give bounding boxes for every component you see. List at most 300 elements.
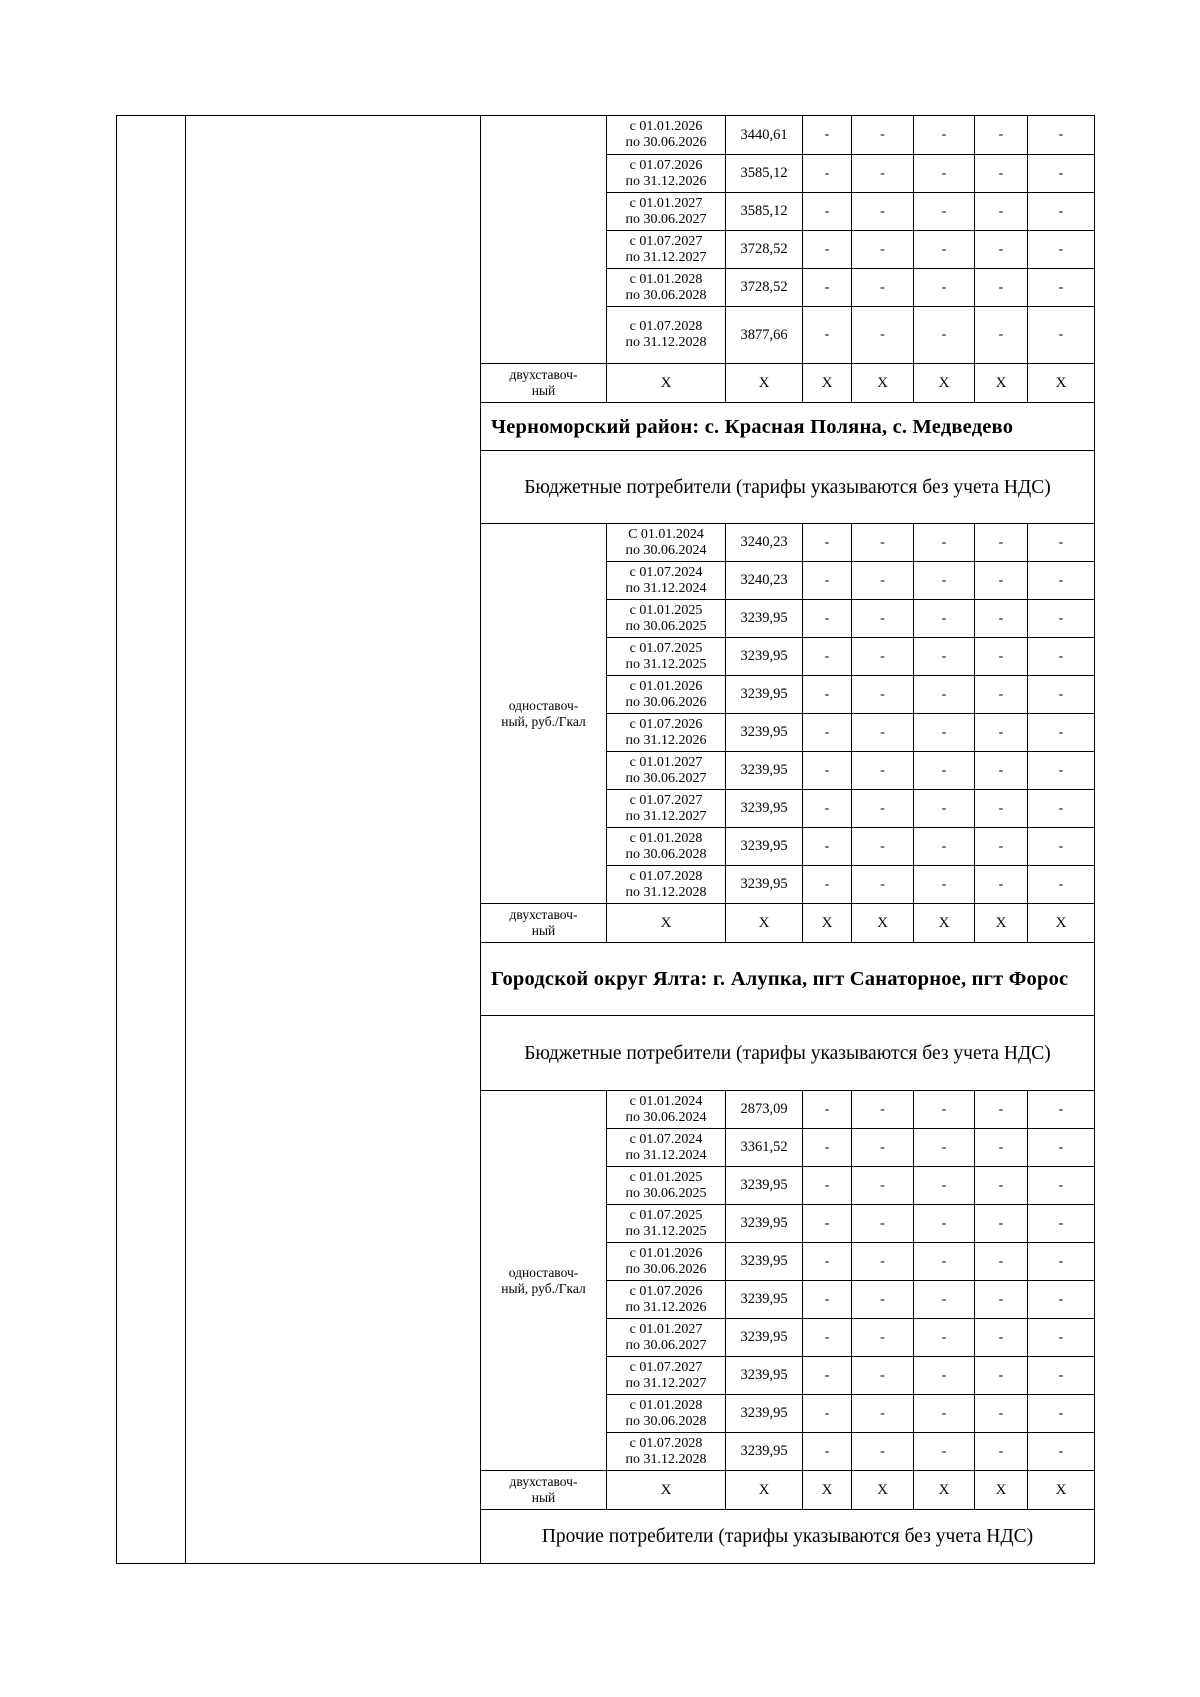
- tariff-table: [116, 115, 1095, 1564]
- empty-value-cell-text: -: [941, 1329, 947, 1345]
- empty-value-cell-text: -: [824, 648, 830, 664]
- one-part-label: [481, 524, 607, 904]
- tariff-value-cell-text: 3239,95: [740, 800, 788, 816]
- empty-value-cell: [914, 1205, 975, 1243]
- empty-value-cell-text: -: [998, 762, 1004, 778]
- empty-value-cell-text: -: [998, 876, 1004, 892]
- tariff-table-body: [117, 116, 1095, 1564]
- tariff-value-cell-text: 3239,95: [740, 1405, 788, 1421]
- empty-value-cell: [852, 1319, 914, 1357]
- empty-value-cell-text: -: [880, 1367, 885, 1383]
- empty-value-cell: [975, 155, 1028, 193]
- empty-value-cell: [914, 155, 975, 193]
- empty-value-cell-text: -: [824, 686, 830, 702]
- empty-value-cell: [914, 1357, 975, 1395]
- empty-value-cell-text: -: [824, 724, 830, 740]
- period-cell: [607, 524, 726, 562]
- period-cell: [607, 1243, 726, 1281]
- period-cell: [607, 1281, 726, 1319]
- period-cell: [607, 1433, 726, 1471]
- tariff-value-cell: [726, 1357, 803, 1395]
- empty-value-cell: [914, 1243, 975, 1281]
- empty-value-cell-text: -: [824, 1329, 830, 1345]
- empty-value-cell: [914, 1319, 975, 1357]
- tariff-value-cell-text: 3239,95: [740, 1253, 788, 1269]
- period-cell: [607, 1319, 726, 1357]
- empty-value-cell: [852, 1281, 914, 1319]
- empty-value-cell: [1028, 524, 1095, 562]
- empty-value-cell: [852, 1167, 914, 1205]
- tariff-value-cell: [726, 155, 803, 193]
- region-heading-text: Городской округ Ялта: г. Алупка, пгт Санаторное, пгт Форос: [491, 968, 1069, 990]
- empty-value-cell-text: -: [880, 534, 885, 550]
- empty-value-cell-text: -: [998, 1329, 1004, 1345]
- not-applicable-cell-text: Х: [938, 374, 950, 391]
- tariff-value-cell-text: 3239,95: [740, 1291, 788, 1307]
- tariff-value-cell: [726, 1243, 803, 1281]
- empty-value-cell-text: -: [880, 1139, 885, 1155]
- empty-value-cell-text: -: [941, 686, 947, 702]
- empty-value-cell: [803, 866, 852, 904]
- period-cell-from: с 01.01.2027: [629, 195, 703, 211]
- tariff-value-cell-text: 3585,12: [740, 203, 788, 219]
- two-part-label-text: двухставоч- ный: [509, 907, 578, 938]
- period-cell-to: по 30.06.2026: [625, 1261, 707, 1277]
- empty-value-cell-text: -: [1058, 610, 1064, 626]
- empty-value-cell: [914, 1433, 975, 1471]
- empty-value-cell: [1028, 1167, 1095, 1205]
- empty-value-cell: [803, 1243, 852, 1281]
- empty-value-cell: [852, 1243, 914, 1281]
- empty-value-cell: [914, 231, 975, 269]
- empty-value-cell: [1028, 790, 1095, 828]
- empty-value-cell-text: -: [998, 279, 1004, 295]
- period-cell-to: по 30.06.2024: [625, 542, 707, 558]
- empty-value-cell: [975, 1091, 1028, 1129]
- period-cell-from: с 01.07.2028: [629, 868, 703, 884]
- empty-value-cell: [914, 116, 975, 155]
- not-applicable-cell-text: Х: [660, 914, 672, 931]
- not-applicable-cell: [852, 904, 914, 943]
- empty-value-cell-text: -: [824, 327, 830, 342]
- empty-value-cell: [803, 1091, 852, 1129]
- empty-value-cell: [852, 269, 914, 307]
- empty-value-cell-text: -: [824, 572, 830, 588]
- period-cell-from: с 01.01.2026: [629, 678, 703, 694]
- empty-value-cell: [803, 600, 852, 638]
- empty-value-cell: [975, 866, 1028, 904]
- period-cell: [607, 676, 726, 714]
- tariff-value-cell-text: 3239,95: [740, 1177, 788, 1193]
- not-applicable-cell: [1028, 364, 1095, 403]
- empty-value-cell: [852, 1091, 914, 1129]
- empty-value-cell-text: -: [1058, 1291, 1064, 1307]
- empty-value-cell: [914, 1129, 975, 1167]
- empty-value-cell: [975, 1319, 1028, 1357]
- empty-value-cell-text: -: [1058, 1329, 1064, 1345]
- empty-value-cell-text: -: [880, 1101, 885, 1117]
- empty-value-cell: [975, 231, 1028, 269]
- tariff-value-cell-text: 3239,95: [740, 838, 788, 854]
- period-cell-from: с 01.01.2025: [629, 1169, 703, 1185]
- period-cell: [607, 1091, 726, 1129]
- two-part-label-text: двухставоч- ный: [509, 367, 578, 398]
- empty-value-cell-text: -: [880, 1405, 885, 1421]
- tariff-value-cell-text: 3239,95: [740, 1367, 788, 1383]
- tariff-value-cell-text: 3240,23: [740, 534, 788, 550]
- empty-value-cell-text: -: [941, 762, 947, 778]
- not-applicable-cell: [914, 1471, 975, 1510]
- empty-value-cell: [914, 269, 975, 307]
- empty-value-cell-text: -: [1058, 762, 1064, 778]
- empty-value-cell-text: -: [824, 1367, 830, 1383]
- empty-value-cell-text: -: [941, 1139, 947, 1155]
- consumer-group-heading: [481, 1016, 1095, 1091]
- empty-value-cell: [852, 676, 914, 714]
- not-applicable-cell-text: Х: [821, 914, 833, 931]
- period-cell-from: с 01.07.2024: [629, 564, 703, 580]
- tariff-value-cell: [726, 1319, 803, 1357]
- empty-value-cell: [1028, 1319, 1095, 1357]
- tariff-value-cell: [726, 1433, 803, 1471]
- empty-value-cell: [803, 1281, 852, 1319]
- empty-value-cell-text: -: [1058, 876, 1064, 892]
- empty-value-cell: [852, 155, 914, 193]
- empty-value-cell: [1028, 828, 1095, 866]
- empty-value-cell: [975, 524, 1028, 562]
- empty-value-cell-text: -: [998, 241, 1004, 257]
- empty-value-cell: [852, 1433, 914, 1471]
- empty-value-cell: [803, 155, 852, 193]
- empty-value-cell-text: -: [941, 1101, 947, 1117]
- tariff-value-cell: [726, 193, 803, 231]
- empty-value-cell-text: -: [1058, 165, 1064, 181]
- empty-value-cell-text: -: [941, 724, 947, 740]
- not-applicable-cell-text: Х: [1055, 374, 1067, 391]
- period-cell: [607, 562, 726, 600]
- period-cell-from: с 01.07.2028: [629, 1435, 703, 1451]
- empty-value-cell: [975, 1243, 1028, 1281]
- empty-value-cell: [803, 828, 852, 866]
- empty-value-cell: [852, 714, 914, 752]
- empty-value-cell: [975, 269, 1028, 307]
- empty-value-cell-text: -: [824, 165, 830, 181]
- empty-value-cell-text: -: [880, 1443, 885, 1459]
- not-applicable-cell: [607, 364, 726, 403]
- empty-value-cell: [975, 714, 1028, 752]
- empty-value-cell: [975, 600, 1028, 638]
- tariff-type-cell: [481, 116, 607, 364]
- tariff-value-cell-text: 3728,52: [740, 241, 788, 257]
- tariff-value-cell: [726, 231, 803, 269]
- not-applicable-cell: [1028, 1471, 1095, 1510]
- empty-value-cell: [852, 1129, 914, 1167]
- period-cell-to: по 31.12.2028: [625, 884, 707, 900]
- empty-value-cell: [914, 790, 975, 828]
- period-cell-to: по 30.06.2028: [625, 287, 707, 303]
- empty-value-cell: [803, 1357, 852, 1395]
- empty-value-cell: [803, 1319, 852, 1357]
- empty-value-cell: [803, 1433, 852, 1471]
- empty-value-cell-text: -: [998, 327, 1004, 342]
- not-applicable-cell-text: Х: [1055, 914, 1067, 931]
- period-cell: [607, 1357, 726, 1395]
- period-cell-from: с 01.01.2026: [629, 119, 703, 134]
- period-cell-from: с 01.07.2024: [629, 1131, 703, 1147]
- empty-value-cell: [852, 1395, 914, 1433]
- period-cell: [607, 1205, 726, 1243]
- empty-value-cell: [1028, 155, 1095, 193]
- empty-value-cell-text: -: [824, 1443, 830, 1459]
- tariff-value-cell-text: 3239,95: [740, 876, 788, 892]
- empty-value-cell: [1028, 307, 1095, 364]
- empty-value-cell-text: -: [998, 800, 1004, 816]
- empty-value-cell: [975, 1357, 1028, 1395]
- consumer-group-heading-text: Бюджетные потребители (тарифы указываются без учета НДС): [524, 1042, 1051, 1064]
- empty-value-cell: [1028, 1129, 1095, 1167]
- period-cell-to: по 31.12.2028: [625, 335, 707, 350]
- empty-value-cell-text: -: [941, 1367, 947, 1383]
- period-cell-to: по 30.06.2025: [625, 1185, 707, 1201]
- not-applicable-cell: [803, 1471, 852, 1510]
- empty-value-cell: [803, 307, 852, 364]
- empty-value-cell: [803, 269, 852, 307]
- empty-value-cell: [852, 752, 914, 790]
- empty-value-cell: [1028, 752, 1095, 790]
- empty-value-cell-text: -: [941, 1291, 947, 1307]
- tariff-value-cell-text: 3877,66: [740, 326, 788, 343]
- empty-value-cell-text: -: [998, 1177, 1004, 1193]
- empty-value-cell-text: -: [824, 1101, 830, 1117]
- period-cell: [607, 1167, 726, 1205]
- empty-value-cell-text: -: [1058, 838, 1064, 854]
- tariff-value-cell-text: 3361,52: [740, 1139, 788, 1155]
- empty-value-cell-text: -: [880, 1253, 885, 1269]
- period-cell-from: с 01.07.2026: [629, 716, 703, 732]
- empty-value-cell: [803, 231, 852, 269]
- tariff-value-cell-text: 3239,95: [740, 724, 788, 740]
- two-part-label-text: двухставоч- ный: [509, 1474, 578, 1505]
- empty-value-cell-text: -: [998, 1405, 1004, 1421]
- empty-value-cell-text: -: [941, 838, 947, 854]
- period-cell-from: с 01.07.2027: [629, 233, 703, 249]
- empty-value-cell-text: -: [880, 610, 885, 626]
- empty-value-cell-text: -: [880, 800, 885, 816]
- empty-value-cell: [1028, 1243, 1095, 1281]
- period-cell: [607, 231, 726, 269]
- empty-value-cell: [975, 307, 1028, 364]
- empty-value-cell: [803, 638, 852, 676]
- tariff-value-cell: [726, 1129, 803, 1167]
- period-cell: [607, 116, 726, 155]
- period-cell: [607, 714, 726, 752]
- empty-value-cell-text: -: [1058, 241, 1064, 257]
- period-cell: [607, 193, 726, 231]
- not-applicable-cell-text: Х: [758, 1481, 770, 1498]
- empty-value-cell-text: -: [941, 1443, 947, 1459]
- not-applicable-cell-text: Х: [995, 374, 1007, 391]
- tariff-value-cell-text: 3239,95: [740, 1215, 788, 1231]
- empty-value-cell: [1028, 638, 1095, 676]
- empty-value-cell-text: -: [1058, 1367, 1064, 1383]
- empty-value-cell-text: -: [880, 1177, 885, 1193]
- empty-value-cell-text: -: [998, 1101, 1004, 1117]
- empty-value-cell-text: -: [880, 203, 885, 219]
- not-applicable-cell-text: Х: [938, 1481, 950, 1498]
- empty-value-cell-text: -: [998, 724, 1004, 740]
- two-part-label: [481, 904, 607, 943]
- empty-value-cell-text: -: [824, 800, 830, 816]
- empty-value-cell-text: -: [998, 1139, 1004, 1155]
- empty-value-cell-text: -: [1058, 686, 1064, 702]
- tariff-value-cell: [726, 790, 803, 828]
- tariff-value-cell-text: 3239,95: [740, 610, 788, 626]
- tariff-value-cell: [726, 714, 803, 752]
- period-cell-to: по 31.12.2027: [625, 808, 707, 824]
- not-applicable-cell-text: Х: [821, 1481, 833, 1498]
- empty-value-cell-text: -: [824, 241, 830, 257]
- empty-value-cell-text: -: [998, 1215, 1004, 1231]
- period-cell-to: по 30.06.2027: [625, 1337, 707, 1353]
- empty-value-cell: [914, 752, 975, 790]
- empty-value-cell-text: -: [824, 279, 830, 295]
- empty-value-cell: [803, 1129, 852, 1167]
- empty-value-cell: [975, 638, 1028, 676]
- not-applicable-cell-text: Х: [877, 374, 888, 391]
- not-applicable-cell: [975, 1471, 1028, 1510]
- empty-value-cell-text: -: [824, 1405, 830, 1421]
- empty-value-cell: [914, 1167, 975, 1205]
- empty-value-cell: [852, 524, 914, 562]
- tariff-value-cell-text: 2873,09: [740, 1101, 788, 1117]
- empty-value-cell: [914, 866, 975, 904]
- period-cell-to: по 31.12.2027: [625, 249, 707, 265]
- empty-value-cell: [852, 193, 914, 231]
- one-part-label-text: одноставоч- ный, руб./Гкал: [501, 697, 586, 729]
- empty-value-cell-text: -: [998, 648, 1004, 664]
- empty-value-cell: [975, 790, 1028, 828]
- period-cell: [607, 638, 726, 676]
- period-cell-from: с 01.07.2025: [629, 1207, 703, 1223]
- empty-value-cell: [803, 524, 852, 562]
- empty-value-cell: [1028, 1205, 1095, 1243]
- period-cell: [607, 752, 726, 790]
- empty-value-cell-text: -: [1058, 1215, 1064, 1231]
- empty-value-cell: [914, 1395, 975, 1433]
- empty-value-cell-text: -: [998, 127, 1004, 142]
- period-cell: [607, 828, 726, 866]
- empty-value-cell-text: -: [880, 686, 885, 702]
- empty-value-cell: [852, 828, 914, 866]
- empty-value-cell-text: -: [1058, 203, 1064, 219]
- empty-value-cell: [803, 1167, 852, 1205]
- empty-value-cell-text: -: [1058, 724, 1064, 740]
- period-cell-from: с 01.01.2027: [629, 754, 703, 770]
- not-applicable-cell: [914, 364, 975, 403]
- period-cell: [607, 1129, 726, 1167]
- period-cell-from: с 01.07.2028: [629, 319, 703, 334]
- organization-column-cell: [186, 116, 481, 1564]
- empty-value-cell-text: -: [941, 876, 947, 892]
- period-cell-to: по 31.12.2026: [625, 1299, 707, 1315]
- empty-value-cell-text: -: [941, 327, 947, 342]
- empty-value-cell-text: -: [824, 762, 830, 778]
- empty-value-cell: [1028, 1395, 1095, 1433]
- empty-value-cell-text: -: [824, 203, 830, 219]
- not-applicable-cell: [803, 904, 852, 943]
- not-applicable-cell: [726, 904, 803, 943]
- empty-value-cell: [852, 600, 914, 638]
- not-applicable-cell-text: Х: [660, 374, 672, 391]
- tariff-value-cell: [726, 1167, 803, 1205]
- empty-value-cell-text: -: [1058, 1101, 1064, 1117]
- empty-value-cell-text: -: [998, 686, 1004, 702]
- empty-value-cell: [914, 524, 975, 562]
- tariff-value-cell: [726, 866, 803, 904]
- empty-value-cell-text: -: [824, 876, 830, 892]
- empty-value-cell-text: -: [1058, 534, 1064, 550]
- empty-value-cell: [1028, 269, 1095, 307]
- empty-value-cell-text: -: [998, 1291, 1004, 1307]
- empty-value-cell: [803, 714, 852, 752]
- empty-value-cell: [975, 1433, 1028, 1471]
- empty-value-cell-text: -: [1058, 1139, 1064, 1155]
- period-cell-to: по 31.12.2025: [625, 1223, 707, 1239]
- other-consumers-heading-text: Прочие потребители (тарифы указываются без учета НДС): [541, 1526, 1034, 1547]
- period-cell-to: по 30.06.2026: [625, 694, 707, 710]
- empty-value-cell: [914, 562, 975, 600]
- number-column-cell: [117, 116, 186, 1564]
- empty-value-cell-text: -: [941, 648, 947, 664]
- empty-value-cell-text: -: [941, 534, 947, 550]
- tariff-value-cell: [726, 562, 803, 600]
- period-cell-to: по 30.06.2028: [625, 1413, 707, 1429]
- empty-value-cell-text: -: [1058, 1177, 1064, 1193]
- not-applicable-cell-text: Х: [995, 914, 1007, 931]
- empty-value-cell: [975, 193, 1028, 231]
- empty-value-cell-text: -: [880, 127, 885, 142]
- empty-value-cell-text: -: [824, 1215, 830, 1231]
- consumer-group-heading: [481, 451, 1095, 524]
- empty-value-cell: [1028, 116, 1095, 155]
- not-applicable-cell: [975, 904, 1028, 943]
- empty-value-cell-text: -: [1058, 800, 1064, 816]
- period-cell-from: с 01.07.2027: [629, 792, 703, 808]
- two-part-label: [481, 1471, 607, 1510]
- empty-value-cell: [914, 638, 975, 676]
- empty-value-cell-text: -: [941, 203, 947, 219]
- empty-value-cell: [1028, 1357, 1095, 1395]
- empty-value-cell: [852, 790, 914, 828]
- empty-value-cell-text: -: [880, 762, 885, 778]
- empty-value-cell-text: -: [880, 1329, 885, 1345]
- empty-value-cell: [1028, 193, 1095, 231]
- tariff-value-cell-text: 3239,95: [740, 648, 788, 664]
- not-applicable-cell-text: Х: [995, 1481, 1007, 1498]
- period-cell-to: по 31.12.2028: [625, 1451, 707, 1467]
- empty-value-cell-text: -: [1058, 1443, 1064, 1459]
- empty-value-cell-text: -: [941, 1215, 947, 1231]
- not-applicable-cell: [607, 1471, 726, 1510]
- not-applicable-cell-text: Х: [821, 374, 833, 391]
- period-cell-from: с 01.01.2026: [629, 1245, 703, 1261]
- empty-value-cell-text: -: [941, 1253, 947, 1269]
- other-consumers-heading: [481, 1510, 1095, 1564]
- period-cell-to: по 31.12.2026: [625, 173, 707, 189]
- period-cell-from: с 01.01.2028: [629, 1397, 703, 1413]
- empty-value-cell-text: -: [1058, 572, 1064, 588]
- empty-value-cell: [975, 1395, 1028, 1433]
